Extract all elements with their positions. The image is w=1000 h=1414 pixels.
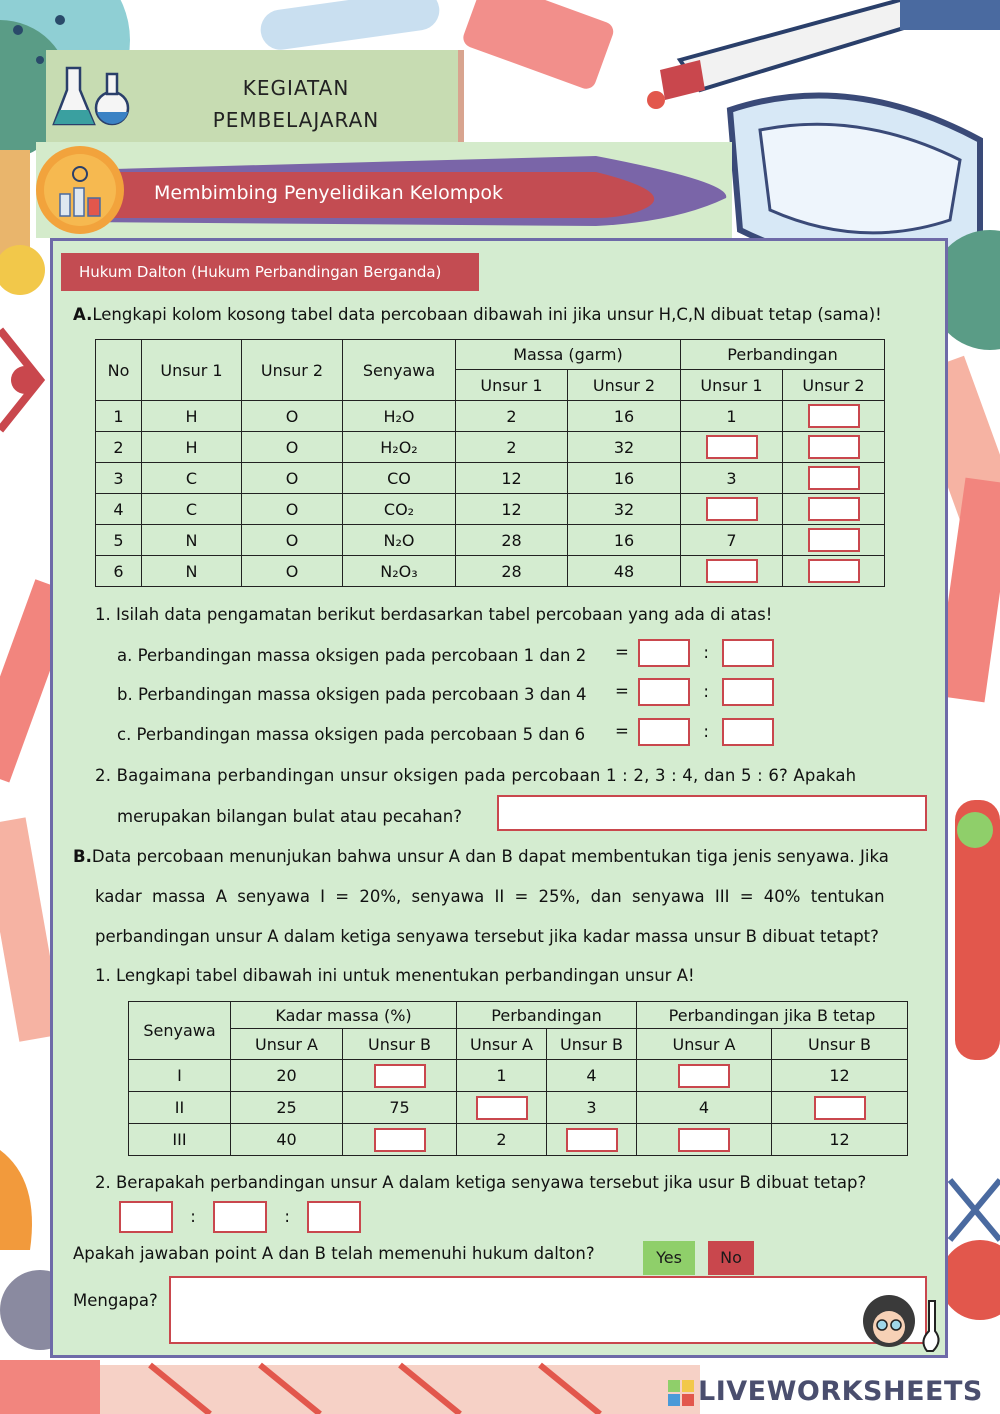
partA-q1c-text: c. Perbandingan massa oksigen pada percobaan 5 dan 6: [117, 725, 586, 744]
equals-sign: =: [615, 681, 629, 701]
cell-senyawa: CO₂: [343, 494, 456, 525]
liveworksheets-watermark: LIVEWORKSHEETS: [698, 1376, 983, 1407]
partA-letter: A.: [73, 305, 93, 324]
cell-massa2: 32: [568, 494, 681, 525]
partA-table-row: [96, 525, 885, 556]
thB-kadar: Kadar massa (%): [231, 1002, 457, 1029]
partA-q2-line1: 2. Bagaimana perbandingan unsur oksigen pada percobaan 1 : 2, 3 : 4, dan 5 : 6? Apakah: [95, 766, 857, 785]
cell-perb2-input[interactable]: [808, 404, 860, 428]
cell-perb2-input[interactable]: [808, 435, 860, 459]
cell-no: 4: [96, 494, 142, 525]
header-box: [46, 50, 464, 142]
partA-q1b-text: b. Perbandingan massa oksigen pada percobaan 3 dan 4: [117, 685, 587, 704]
answer-input-1c-left[interactable]: [638, 718, 690, 746]
mengapa-answer-input[interactable]: [169, 1276, 927, 1344]
cellB-tetap-b-input[interactable]: [814, 1096, 866, 1120]
cell-perb1: [681, 494, 783, 525]
partB-line3: perbandingan unsur A dalam ketiga senyawa tersebut jika kadar massa unsur B dibuat tetapt?: [95, 927, 879, 946]
header-title: [166, 72, 426, 136]
thB-kadar-a: Unsur A: [231, 1029, 343, 1060]
cell-perb1-input[interactable]: [706, 559, 758, 583]
cell-unsur1: N: [142, 525, 242, 556]
partA-q2-answer-input[interactable]: [497, 795, 927, 831]
th-unsur1: Unsur 1: [142, 340, 242, 401]
cell-no: 5: [96, 525, 142, 556]
partB-rows: [129, 1060, 908, 1156]
mengapa-label: Mengapa?: [73, 1291, 158, 1310]
cell-unsur1: C: [142, 494, 242, 525]
th-massa-unsur2: Unsur 2: [568, 370, 681, 401]
cell-massa1: 2: [456, 432, 568, 463]
partB-q2-input-1[interactable]: [119, 1201, 173, 1233]
partA-instruction: [73, 305, 882, 324]
cellB-perb-a: [457, 1092, 547, 1124]
cell-perb2: [783, 401, 885, 432]
cell-unsur2: O: [242, 525, 343, 556]
cellB-tetap-a-input[interactable]: [678, 1064, 730, 1088]
cellB-tetap-a: [637, 1124, 772, 1156]
th-unsur2: Unsur 2: [242, 340, 343, 401]
cellB-perb-a-input[interactable]: [476, 1096, 528, 1120]
cellB-tetap-b: [772, 1092, 908, 1124]
th-perb-unsur1: Unsur 1: [681, 370, 783, 401]
section-tab: Hukum Dalton (Hukum Perbandingan Berganda): [61, 253, 479, 291]
partA-table-row: [96, 401, 885, 432]
partB-table-row: [129, 1060, 908, 1092]
partB-line1-text: Data percobaan menunjukan bahwa unsur A dan B dapat membentukan tiga jenis senyawa. Jika: [91, 847, 889, 866]
colon-sign: :: [703, 721, 709, 741]
thB-tetap-a: Unsur A: [637, 1029, 772, 1060]
cell-perb2: [783, 525, 885, 556]
cellB-kadar-b: [343, 1060, 457, 1092]
partB-q2-input-3[interactable]: [307, 1201, 361, 1233]
partA-q1: 1. Isilah data pengamatan berikut berdasarkan tabel percobaan yang ada di atas!: [95, 605, 773, 624]
cell-unsur1: C: [142, 463, 242, 494]
thB-perb: Perbandingan: [457, 1002, 637, 1029]
cell-perb1: [681, 432, 783, 463]
cellB-tetap-a-input[interactable]: [678, 1128, 730, 1152]
cellB-tetap-b: 12: [772, 1124, 908, 1156]
partA-q2-line2: merupakan bilangan bulat atau pecahan?: [117, 807, 462, 826]
cellB-tetap-a: [637, 1060, 772, 1092]
partB-q2-input-2[interactable]: [213, 1201, 267, 1233]
cell-perb1: 7: [681, 525, 783, 556]
cell-senyawa: H₂O: [343, 401, 456, 432]
yes-button[interactable]: Yes: [643, 1241, 695, 1275]
cellB-tetap-b: 12: [772, 1060, 908, 1092]
answer-input-1c-right[interactable]: [722, 718, 774, 746]
th-massa: Massa (garm): [456, 340, 681, 370]
cellB-perb-b: 3: [547, 1092, 637, 1124]
no-button[interactable]: No: [708, 1241, 754, 1275]
cell-perb1: 1: [681, 401, 783, 432]
thB-senyawa: Senyawa: [129, 1002, 231, 1060]
cell-no: 6: [96, 556, 142, 587]
partB-line2: kadar massa A senyawa I = 20%, senyawa II = 25%, dan senyawa III = 40% tentukan: [95, 887, 885, 906]
cell-unsur2: O: [242, 401, 343, 432]
cell-perb2-input[interactable]: [808, 528, 860, 552]
partA-q1b-answer: [615, 678, 774, 706]
equals-sign: =: [615, 642, 629, 662]
cell-perb2: [783, 494, 885, 525]
cellB-kadar-b-input[interactable]: [374, 1064, 426, 1088]
cell-perb2: [783, 463, 885, 494]
cellB-perb-b: [547, 1124, 637, 1156]
partA-q1b-row: [117, 685, 587, 704]
cell-no: 3: [96, 463, 142, 494]
partB-q1: 1. Lengkapi tabel dibawah ini untuk menentukan perbandingan unsur A!: [95, 966, 695, 985]
cell-perb1-input[interactable]: [706, 497, 758, 521]
cellB-perb-a: 1: [457, 1060, 547, 1092]
cell-perb1: 3: [681, 463, 783, 494]
thB-perb-a: Unsur A: [457, 1029, 547, 1060]
cellB-senyawa: II: [129, 1092, 231, 1124]
cell-massa2: 16: [568, 463, 681, 494]
colon-sign: :: [703, 681, 709, 701]
thB-perb-b: Unsur B: [547, 1029, 637, 1060]
th-massa-unsur1: Unsur 1: [456, 370, 568, 401]
answer-input-1b-right[interactable]: [722, 678, 774, 706]
dalton-question: Apakah jawaban point A dan B telah memenuhi hukum dalton?: [73, 1244, 595, 1263]
cell-unsur2: O: [242, 556, 343, 587]
cell-unsur2: O: [242, 463, 343, 494]
th-perb-unsur2: Unsur 2: [783, 370, 885, 401]
partB-letter: B.: [73, 847, 92, 866]
partA-rows: [96, 401, 885, 587]
cellB-perb-b-input[interactable]: [566, 1128, 618, 1152]
liveworksheets-logo-icon: [666, 1378, 696, 1408]
cell-massa1: 12: [456, 463, 568, 494]
cell-massa2: 16: [568, 401, 681, 432]
answer-input-1b-left[interactable]: [638, 678, 690, 706]
cellB-perb-a: 2: [457, 1124, 547, 1156]
cell-perb2-input[interactable]: [808, 497, 860, 521]
cell-massa1: 12: [456, 494, 568, 525]
flask-icon: [52, 58, 132, 138]
partB-table-row: [129, 1124, 908, 1156]
scientist-icon: [849, 1291, 949, 1361]
cell-unsur2: O: [242, 494, 343, 525]
partA-q1c-answer: [615, 718, 774, 746]
cell-senyawa: H₂O₂: [343, 432, 456, 463]
cellB-kadar-a: 25: [231, 1092, 343, 1124]
cellB-senyawa: III: [129, 1124, 231, 1156]
cell-senyawa: N₂O₃: [343, 556, 456, 587]
colon-sign: :: [703, 642, 709, 662]
cell-perb2: [783, 556, 885, 587]
cell-massa2: 48: [568, 556, 681, 587]
cell-unsur2: O: [242, 432, 343, 463]
cell-massa2: 32: [568, 432, 681, 463]
partA-q1a-answer: [615, 639, 774, 667]
activity-banner: [36, 142, 732, 238]
cell-unsur1: H: [142, 401, 242, 432]
partA-q1c-row: [117, 725, 585, 744]
cellB-tetap-a: 4: [637, 1092, 772, 1124]
cellB-kadar-b: 75: [343, 1092, 457, 1124]
cell-unsur1: H: [142, 432, 242, 463]
answer-input-1a-right[interactable]: [722, 639, 774, 667]
partB-line1: [73, 847, 889, 866]
partA-table-row: [96, 432, 885, 463]
partA-table-row: [96, 556, 885, 587]
partB-table: [128, 1001, 908, 1156]
partA-instruction-text: Lengkapi kolom kosong tabel data percobaan dibawah ini jika unsur H,C,N dibuat tetap (sama)!: [92, 305, 882, 324]
cell-massa2: 16: [568, 525, 681, 556]
partB-q2: 2. Berapakah perbandingan unsur A dalam ketiga senyawa tersebut jika usur B dibuat tetap?: [95, 1173, 867, 1192]
cellB-kadar-a: 40: [231, 1124, 343, 1156]
cell-perb2: [783, 432, 885, 463]
partB-table-row: [129, 1092, 908, 1124]
header-title-line2: PEMBELAJARAN: [212, 108, 380, 132]
cell-unsur1: N: [142, 556, 242, 587]
cellB-kadar-a: 20: [231, 1060, 343, 1092]
partA-q1a-text: a. Perbandingan massa oksigen pada percobaan 1 dan 2: [117, 646, 587, 665]
banner-title: Membimbing Penyelidikan Kelompok: [154, 182, 503, 204]
partB-q2-answers: [119, 1201, 361, 1233]
equals-sign: =: [615, 721, 629, 741]
thB-kadar-b: Unsur B: [343, 1029, 457, 1060]
worksheet-panel: [50, 238, 948, 1358]
colon-sign: :: [190, 1206, 196, 1226]
thB-perb-tetap: Perbandingan jika B tetap: [637, 1002, 908, 1029]
cell-perb1-input[interactable]: [706, 435, 758, 459]
th-no: No: [96, 340, 142, 401]
partA-q1a-row: [117, 646, 586, 665]
cellB-kadar-b: [343, 1124, 457, 1156]
cell-no: 2: [96, 432, 142, 463]
partA-table-row: [96, 463, 885, 494]
cellB-kadar-b-input[interactable]: [374, 1128, 426, 1152]
cell-senyawa: N₂O: [343, 525, 456, 556]
thB-tetap-b: Unsur B: [772, 1029, 908, 1060]
th-senyawa: Senyawa: [343, 340, 456, 401]
cell-massa1: 28: [456, 556, 568, 587]
cell-no: 1: [96, 401, 142, 432]
cellB-senyawa: I: [129, 1060, 231, 1092]
cell-perb1: [681, 556, 783, 587]
cell-perb2-input[interactable]: [808, 559, 860, 583]
header-title-line1: KEGIATAN: [242, 76, 350, 100]
cell-senyawa: CO: [343, 463, 456, 494]
partA-table: [95, 339, 885, 587]
partA-table-row: [96, 494, 885, 525]
cell-massa1: 28: [456, 525, 568, 556]
cell-perb2-input[interactable]: [808, 466, 860, 490]
th-perbandingan: Perbandingan: [681, 340, 885, 370]
cellB-perb-b: 4: [547, 1060, 637, 1092]
cell-massa1: 2: [456, 401, 568, 432]
colon-sign: :: [284, 1206, 290, 1226]
answer-input-1a-left[interactable]: [638, 639, 690, 667]
